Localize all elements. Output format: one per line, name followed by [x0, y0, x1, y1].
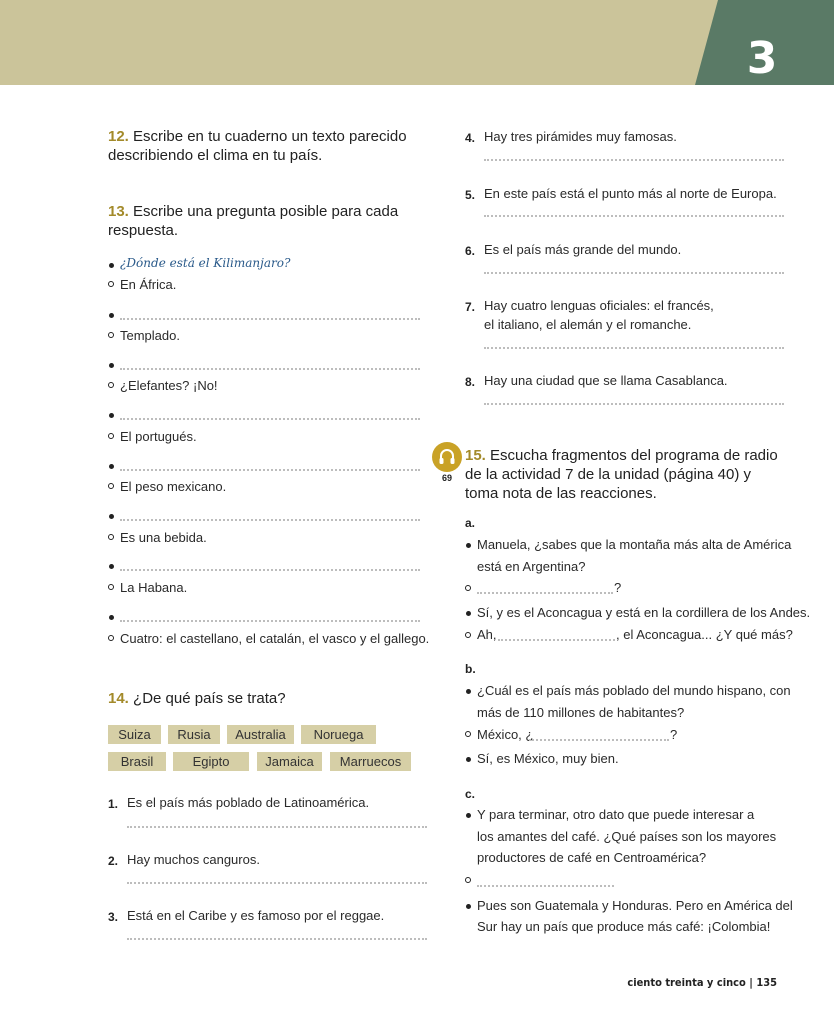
- answer-bullet: [108, 433, 114, 439]
- speaker-bullet: [466, 757, 471, 762]
- exercise-12-number: 12.: [108, 128, 129, 145]
- question-answer-line[interactable]: [120, 569, 420, 571]
- item-number: 4.: [465, 131, 476, 145]
- item-text: Está en el Caribe y es famoso por el reggae.: [127, 908, 385, 923]
- reaction-blank[interactable]: [477, 885, 614, 887]
- dialogue-line: más de 110 millones de habitantes?: [477, 705, 685, 720]
- exercise-13-title: [108, 202, 398, 221]
- question-bullet: [109, 464, 114, 469]
- speaker-bullet: [466, 543, 471, 548]
- question-answer-line[interactable]: [120, 418, 420, 420]
- item-answer-line[interactable]: [484, 215, 784, 217]
- speaker-bullet: [466, 611, 471, 616]
- page-footer: [600, 976, 777, 989]
- item-number: 8.: [465, 375, 476, 389]
- dialogue-line: , el Aconcagua... ¿Y qué más?: [616, 627, 793, 642]
- item-answer-line[interactable]: [127, 938, 427, 940]
- speaker-bullet: [466, 689, 471, 694]
- item-text: Hay cuatro lenguas oficiales: el francés,: [484, 298, 714, 313]
- word-chip: Brasil: [108, 752, 166, 771]
- item-text: Es el país más poblado de Latinoamérica.: [127, 795, 370, 810]
- question-bullet: [109, 615, 114, 620]
- exercise-14-title: [108, 689, 286, 708]
- question-bullet: [109, 564, 114, 569]
- item-number: 6.: [465, 244, 476, 258]
- speaker-bullet: [466, 904, 471, 909]
- item-answer-line[interactable]: [484, 347, 784, 349]
- item-text: Hay muchos canguros.: [127, 852, 260, 867]
- question-bullet: [109, 313, 114, 318]
- dialogue-line: los amantes del café. ¿Qué países son los mayores: [477, 829, 777, 844]
- unit-number: 3: [746, 33, 778, 84]
- exercise-13-line2: respuesta.: [108, 222, 179, 239]
- section-c-label: c.: [465, 787, 476, 801]
- answer-1: En África.: [120, 277, 177, 292]
- dialogue-line: ¿Cuál es el país más poblado del mundo hispano, con: [477, 683, 791, 698]
- answer-6: Es una bebida.: [120, 530, 207, 545]
- item-answer-line[interactable]: [127, 882, 427, 884]
- reaction-bullet: [465, 632, 471, 638]
- item-number: 5.: [465, 188, 476, 202]
- dialogue-line: productores de café en Centroamérica?: [477, 850, 707, 865]
- exercise-15-line1: Escucha fragmentos del programa de radio: [490, 447, 778, 464]
- dialogue-line: Sur hay un país que produce más café: ¡Colombia!: [477, 919, 771, 934]
- word-chip: Marruecos: [330, 752, 411, 771]
- answer-7: La Habana.: [120, 580, 188, 595]
- dialogue-line: está en Argentina?: [477, 559, 586, 574]
- item-answer-line[interactable]: [484, 272, 784, 274]
- item-text: Es el país más grande del mundo.: [484, 242, 682, 257]
- dialogue-line: Ah,: [477, 627, 497, 642]
- word-chip: Suiza: [108, 725, 161, 744]
- word-chip: Australia: [227, 725, 294, 744]
- exercise-15-number: 15.: [465, 447, 486, 464]
- unit-tab: [0, 0, 834, 85]
- item-text: Hay una ciudad que se llama Casablanca.: [484, 373, 728, 388]
- section-a-label: a.: [465, 516, 476, 530]
- question-bullet: [109, 263, 114, 268]
- headphones-icon: [432, 442, 462, 472]
- item-number: 3.: [108, 910, 119, 924]
- exercise-15-line3: toma nota de las reacciones.: [465, 485, 657, 502]
- reaction-bullet: [465, 731, 471, 737]
- page-number-words: ciento treinta y cinco: [627, 976, 746, 989]
- answer-8: Cuatro: el castellano, el catalán, el vasco y el gallego.: [120, 631, 430, 646]
- word-chip: Rusia: [168, 725, 220, 744]
- question-answer-line[interactable]: [120, 368, 420, 370]
- item-answer-line[interactable]: [127, 826, 427, 828]
- item-answer-line[interactable]: [484, 403, 784, 405]
- answer-4: El portugués.: [120, 429, 197, 444]
- reaction-blank[interactable]: [529, 739, 669, 741]
- answer-bullet: [108, 635, 114, 641]
- audio-track-number: 69: [441, 473, 452, 483]
- dialogue-line: Sí, es México, muy bien.: [477, 751, 619, 766]
- exercise-14-text: ¿De qué país se trata?: [133, 690, 286, 707]
- word-chip: Noruega: [301, 725, 376, 744]
- exercise-12-line2: describiendo el clima en tu país.: [108, 147, 323, 164]
- question-answer-line[interactable]: [120, 318, 420, 320]
- example-question: ¿Dónde está el Kilimanjaro?: [120, 256, 291, 270]
- question-answer-line[interactable]: [120, 620, 420, 622]
- question-bullet: [109, 363, 114, 368]
- dialogue-line: México, ¿: [477, 727, 534, 742]
- speaker-bullet: [466, 813, 471, 818]
- dialogue-line: Sí, y es el Aconcagua y está en la cordillera de los Andes.: [477, 605, 811, 620]
- item-text: En este país está el punto más al norte de Europa.: [484, 186, 777, 201]
- answer-bullet: [108, 534, 114, 540]
- question-answer-line[interactable]: [120, 469, 420, 471]
- item-number: 1.: [108, 797, 119, 811]
- question-mark: ?: [670, 727, 678, 742]
- answer-bullet: [108, 584, 114, 590]
- answer-5: El peso mexicano.: [120, 479, 227, 494]
- answer-bullet: [108, 382, 114, 388]
- question-bullet: [109, 413, 114, 418]
- item-number: 7.: [465, 300, 476, 314]
- exercise-13-number: 13.: [108, 203, 129, 220]
- exercise-15-line2: de la actividad 7 de la unidad (página 40) y: [465, 466, 752, 483]
- section-b-label: b.: [465, 662, 476, 676]
- audio-icon[interactable]: [432, 442, 462, 472]
- word-chip: Jamaica: [257, 752, 322, 771]
- item-number: 2.: [108, 854, 119, 868]
- item-answer-line[interactable]: [484, 159, 784, 161]
- word-chip: Egipto: [173, 752, 249, 771]
- dialogue-line: Y para terminar, otro dato que puede interesar a: [477, 807, 755, 822]
- reaction-blank[interactable]: [477, 592, 613, 594]
- answer-bullet: [108, 281, 114, 287]
- dialogue-line: Pues son Guatemala y Honduras. Pero en América del: [477, 898, 793, 913]
- reaction-bullet: [465, 877, 471, 883]
- exercise-13-line1: Escribe una pregunta posible para cada: [133, 203, 399, 220]
- item-text: el italiano, el alemán y el romanche.: [484, 317, 692, 332]
- exercise-14-number: 14.: [108, 690, 129, 707]
- reaction-bullet: [465, 585, 471, 591]
- question-answer-line[interactable]: [120, 519, 420, 521]
- question-mark: ?: [614, 580, 622, 595]
- answer-bullet: [108, 483, 114, 489]
- answer-bullet: [108, 332, 114, 338]
- exercise-15-title: [465, 446, 778, 465]
- exercise-12-line1: Escribe en tu cuaderno un texto parecido: [133, 128, 407, 145]
- footer-separator: |: [749, 976, 753, 989]
- page-number: 135: [756, 976, 777, 989]
- answer-2: Templado.: [120, 328, 180, 343]
- dialogue-line: Manuela, ¿sabes que la montaña más alta de América: [477, 537, 792, 552]
- exercise-12-title: [108, 127, 407, 146]
- question-bullet: [109, 514, 114, 519]
- answer-3: ¿Elefantes? ¡No!: [120, 378, 218, 393]
- reaction-blank[interactable]: [498, 639, 615, 641]
- item-text: Hay tres pirámides muy famosas.: [484, 129, 677, 144]
